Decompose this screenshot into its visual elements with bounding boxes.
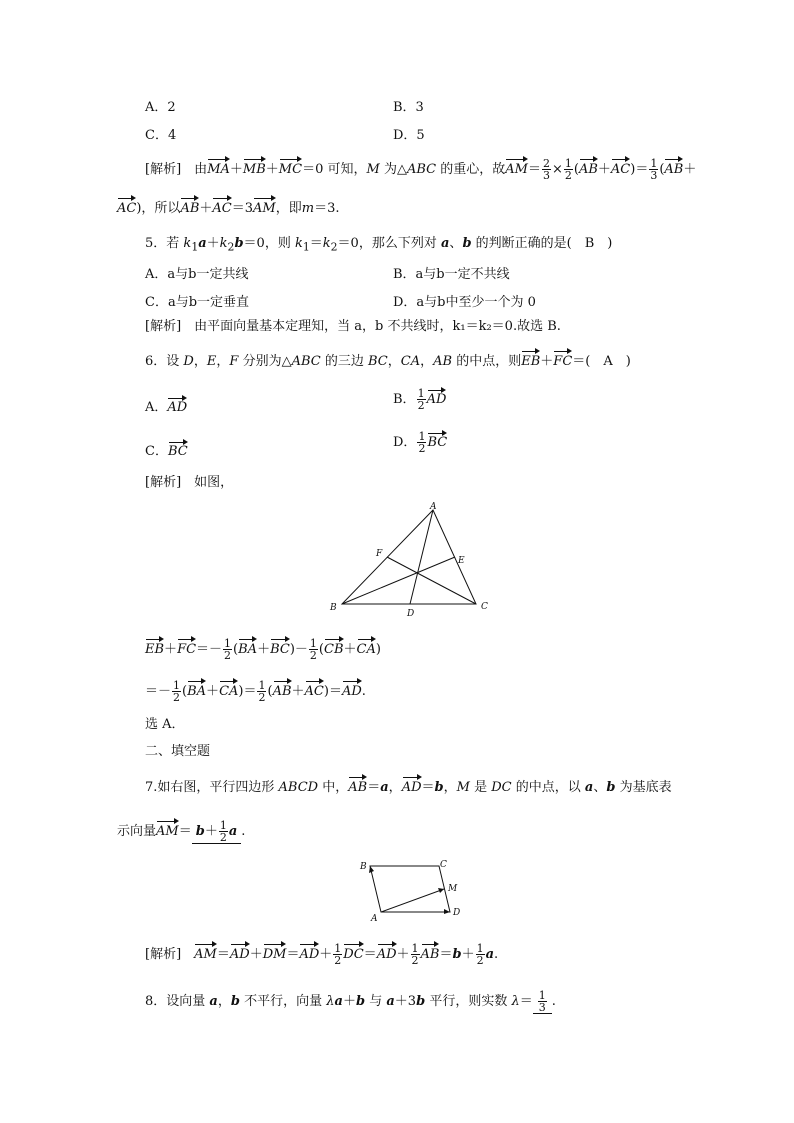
q4-solution-line1: [解析] 由MA＋MB＋MC＝0 可知，M 为△ABC 的重心，故AM＝ $\frac{2}{3}$ × $\frac{1}{2}$ (AB＋AC)＝ $\frac{1}{3}$ (AB＋ xyxy=(145,157,697,182)
median-be xyxy=(342,557,455,604)
q6-option-d: D． $\frac{1}{2}$ BC xyxy=(393,430,448,455)
q6-option-a: A．AD xyxy=(145,400,188,415)
label-a: A xyxy=(371,914,378,922)
q6-solution-eq1: EB＋FC＝－ $\frac{1}{2}$ (BA＋BC)－ $\frac{1}{2}$ (CB＋CA) xyxy=(145,637,381,662)
label-m: M xyxy=(448,884,458,894)
q7-answer-blank: b＋ $\frac{1}{2}$ a xyxy=(192,820,242,844)
vector-am xyxy=(381,889,444,912)
q6-solution-intro: [解析] 如图， xyxy=(145,475,234,490)
q6-choose: 选 A． xyxy=(145,717,185,732)
median-ad xyxy=(410,510,433,604)
label-b: B xyxy=(360,862,367,872)
q7-stem-line2: 示向量AM＝ b＋ $\frac{1}{2}$ a . xyxy=(117,819,246,844)
label-e: E xyxy=(458,556,465,566)
q7-parallelogram-figure xyxy=(356,856,466,922)
q8-answer-blank: $\frac{1}{3}$ xyxy=(533,990,552,1014)
label-b: B xyxy=(330,603,337,613)
label-c: C xyxy=(440,860,447,870)
label-a: A xyxy=(430,502,437,512)
q5-option-a: A．a与b一定共线 xyxy=(145,267,249,282)
q6-option-b: B． $\frac{1}{2}$ AD xyxy=(393,387,447,412)
q4-option-a: A．2 xyxy=(145,100,176,115)
q4-option-d: D．5 xyxy=(393,128,425,143)
triangle-abc xyxy=(342,510,476,604)
label-d: D xyxy=(407,609,415,619)
q6-stem: 6．设 D，E，F 分别为△ABC 的三边 BC，CA，AB 的中点，则EB＋FC＝( A ) xyxy=(145,354,631,369)
q5-option-c: C．a与b一定垂直 xyxy=(145,295,250,310)
q7-stem-line1: 7.如右图，平行四边形 ABCD 中，AB＝a，AD＝b，M 是 DC 的中点，以 a、b 为基底表 xyxy=(145,780,672,795)
q4-solution-label: [解析] xyxy=(145,162,182,177)
q6-option-c: C．BC xyxy=(145,444,188,459)
q5-stem: 5．若 $k_1a+k_2b=0$，则 $k_1=k_2=0$，那么下列对 a、b 的判断正确的是( B ) xyxy=(145,236,613,254)
q8-stem: 8．设向量 a，b 不平行，向量 λa＋b 与 a＋3b 平行，则实数 λ＝ $\frac{1}{3}$ . xyxy=(145,989,556,1014)
q4-option-c: C．4 xyxy=(145,128,177,143)
section-fill-blank-heading: 二、填空题 xyxy=(145,744,211,759)
q5-solution: [解析] 由平面向量基本定理知，当 a，b 不共线时，k₁＝k₂＝0.故选 B. xyxy=(145,319,561,334)
q6-triangle-figure xyxy=(326,500,496,620)
q4-option-b: B．3 xyxy=(393,100,424,115)
parallelogram-abcd xyxy=(370,866,450,912)
q5-option-d: D．a与b中至少一个为 0 xyxy=(393,295,536,310)
label-c: C xyxy=(481,602,488,612)
q5-option-b: B．a与b一定不共线 xyxy=(393,267,510,282)
label-f: F xyxy=(376,549,383,559)
q7-solution: [解析] AM＝AD＋DM＝AD＋ $\frac{1}{2}$ DC＝AD＋ $\frac{1}{2}$ AB＝b＋ $\frac{1}{2}$ a. xyxy=(145,942,499,967)
label-d: D xyxy=(453,908,461,918)
q6-solution-eq2: ＝－ $\frac{1}{2}$ (BA＋CA)＝ $\frac{1}{2}$ (AB＋AC)＝AD. xyxy=(145,679,366,704)
q4-solution-line2: AC)，所以AB＋AC＝3AM，即m＝3. xyxy=(117,201,340,216)
